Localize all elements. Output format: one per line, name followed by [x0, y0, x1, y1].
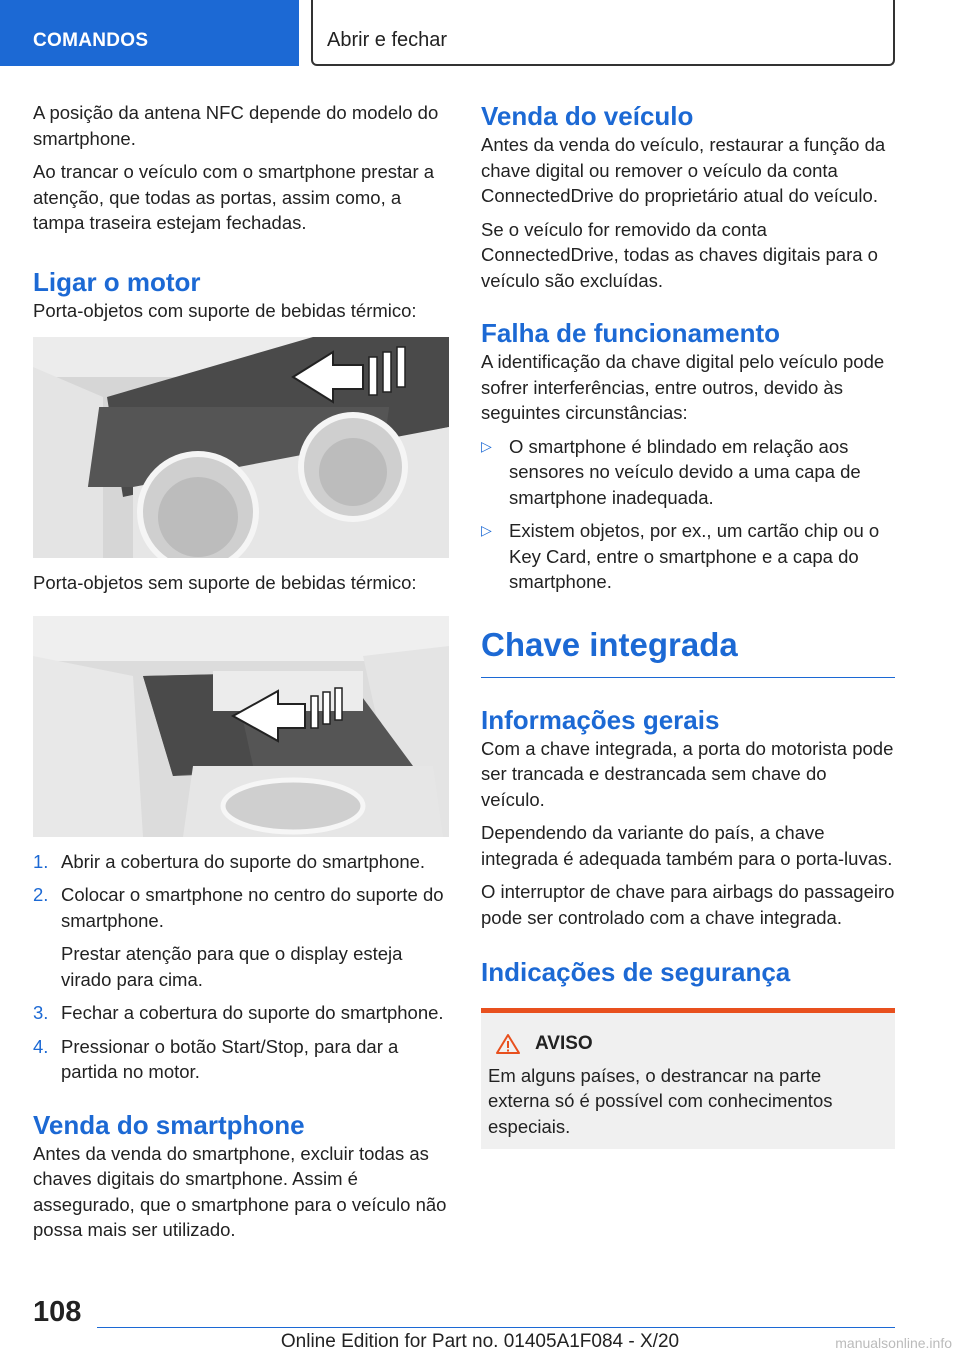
footer-edition: Online Edition for Part no. 01405A1F084 - X/20: [280, 1331, 680, 1352]
left-column: [33, 100, 449, 1251]
step-item: [33, 1034, 449, 1085]
chapter-tab: [311, 0, 895, 66]
step-number: 4.: [33, 1035, 49, 1057]
sale-vehicle-paragraph-1: Antes da venda do veículo, restaurar a função da chave digital ou remover o veículo da conta ConnectedDrive do proprietário atual do veículo.: [481, 134, 886, 206]
watermark: manualsonline.info: [835, 1335, 952, 1351]
console-photo-1: [33, 337, 449, 558]
steps-list: [33, 849, 449, 1085]
intro-paragraph-1: A posição da antena NFC depende do modelo do smartphone.: [33, 102, 439, 149]
sale-vehicle-paragraph-2: Se o veículo for removido da conta ConnectedDrive, todas as chaves digitais para o veículo são excluídas.: [481, 218, 878, 291]
heading-rule: [481, 677, 895, 678]
safety-heading: Indicações de segurança: [481, 957, 791, 987]
console-photo-2: [33, 616, 449, 837]
photo-standard-holder: [33, 616, 449, 837]
triangle-bullet-icon: ▷: [481, 437, 492, 454]
section-label: COMANDOS: [33, 30, 149, 51]
sale-vehicle-heading: Venda do veículo: [481, 101, 694, 131]
step-item: [33, 1000, 449, 1026]
warning-title-row: [488, 1031, 888, 1057]
step-text: Abrir a cobertura do suporte do smartphone.: [61, 850, 426, 872]
photo-thermal-holder: [33, 337, 449, 558]
list-item-text: Existem objetos, por ex., um cartão chip ou o Key Card, entre o smartphone e a capa do smartphone.: [509, 520, 880, 592]
warning-box: [481, 1008, 895, 1149]
footer-rule: [97, 1327, 895, 1328]
step-text: Pressionar o botão Start/Stop, para dar a partida no motor.: [61, 1035, 399, 1082]
triangle-bullet-icon: ▷: [481, 522, 492, 538]
intro-paragraph-2: Ao trancar o veículo com o smartphone prestar a atenção, que todas as portas, assim como, a tampa traseira estejam fechadas.: [33, 161, 435, 233]
step-note: Prestar atenção para que o display esteja virado para cima.: [61, 943, 403, 990]
page-number: 108: [33, 1296, 82, 1328]
list-item: [481, 518, 895, 595]
step-number: 1.: [33, 850, 49, 872]
general-info-heading: Informações gerais: [481, 704, 720, 735]
step-item: [33, 849, 449, 875]
malfunction-list: [481, 434, 895, 595]
section-tab: [0, 0, 299, 66]
malfunction-text: A identificação da chave digital pelo veículo pode sofrer interferências, entre outros, devido às seguintes circunstâncias:: [481, 351, 885, 423]
step-item: [33, 882, 449, 992]
warning-text: Em alguns países, o destrancar na parte externa só é possível com conhecimentos especiais.: [488, 1064, 833, 1137]
general-paragraph-3: O interruptor de chave para airbags do passageiro pode ser controlado com a chave integrada.: [481, 881, 895, 928]
warning-triangle-icon: [495, 1033, 521, 1055]
malfunction-heading: Falha de funcionamento: [481, 318, 781, 348]
step-number: 2.: [33, 884, 49, 905]
integrated-key-heading: Chave integrada: [481, 625, 738, 663]
engine-heading: Ligar o motor: [33, 266, 201, 297]
sale-phone-text: Antes da venda do smartphone, excluir todas as chaves digitais do smartphone. Assim é assegurado, que o smartphone para o veículo não possa mais ser utilizado.: [33, 1142, 447, 1240]
warning-title: AVISO: [535, 1033, 593, 1054]
step-text: Fechar a cobertura do suporte do smartphone.: [61, 1002, 444, 1023]
chapter-label: Abrir e fechar: [327, 29, 448, 51]
right-column: [481, 100, 895, 1149]
caption-thermal: Porta-objetos com suporte de bebidas térmico:: [33, 299, 417, 321]
general-paragraph-1: Com a chave integrada, a porta do motorista pode ser trancada e destrancada sem chave do veículo.: [481, 737, 894, 810]
list-item: [481, 434, 895, 511]
step-number: 3.: [33, 1002, 49, 1023]
list-item-text: O smartphone é blindado em relação aos sensores no veículo devido a uma capa de smartphone inadequada.: [509, 435, 861, 508]
general-paragraph-2: Dependendo da variante do país, a chave integrada é adequada também para o porta-luvas.: [481, 822, 893, 869]
caption-standard: Porta-objetos sem suporte de bebidas térmico:: [33, 572, 417, 593]
step-text: Colocar o smartphone no centro do suporte do smartphone.: [61, 884, 444, 931]
sale-phone-heading: Venda do smartphone: [33, 1109, 305, 1140]
